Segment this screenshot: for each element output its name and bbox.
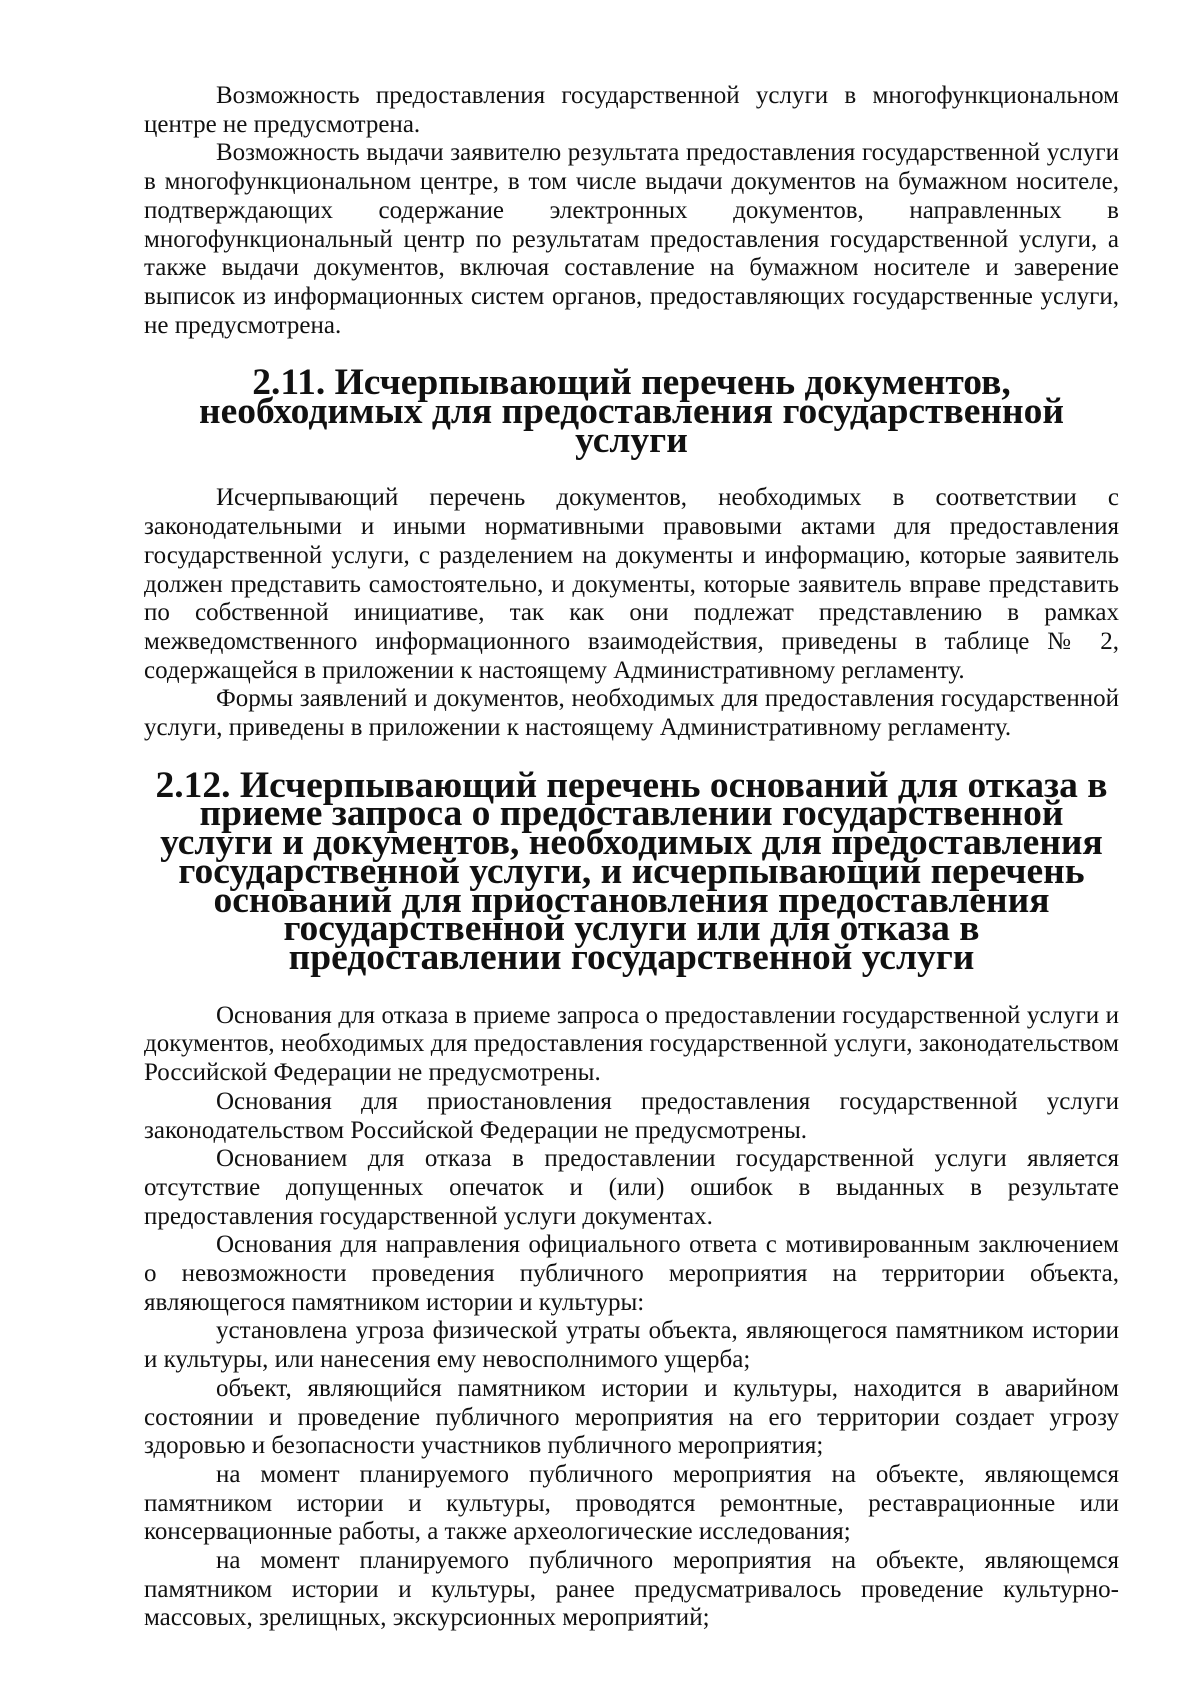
section-2-12-list-item-2: объект, являющийся памятником истории и культуры, находится в аварийном состоянии и проведение публичного мероприятия на его территории создает угрозу здоровью и безопасности участников публичного мероприятия; <box>144 1374 1119 1460</box>
section-2-11-paragraph-1: Исчерпывающий перечень документов, необходимых в соответствии с законодательными и иными нормативными правовыми актами для предоставления государственной услуги, с разделением на документы и информацию, которые заявитель должен представить самостоятельно, и документы, которые заявитель вправе представить по собственной инициативе, так как они подлежат представлению в рамках межведомственного информационного взаимодействия, приведены в таблице № 2, содержащейся в приложении к настоящему Административному регламенту. <box>144 484 1119 684</box>
section-2-12-list-item-3: на момент планируемого публичного мероприятия на объекте, являющемся памятником истории и культуры, проводятся ремонтные, реставрационные или консервационные работы, а также археологические исследования; <box>144 1460 1119 1546</box>
section-2-12-paragraph-3: Основанием для отказа в предоставлении государственной услуги является отсутствие допущенных опечаток и (или) ошибок в выданных в результате предоставления государственной услуги документах. <box>144 1145 1119 1230</box>
section-2-12-paragraph-4: Основания для направления официального ответа с мотивированным заключением о невозможности проведения публичного мероприятия на территории объекта, являющегося памятником истории и культуры: <box>144 1231 1119 1316</box>
section-2-12-paragraph-1: Основания для отказа в приеме запроса о предоставлении государственной услуги и документов, необходимых для предоставления государственной услуги, законодательством Российской Федерации не предусмотрены. <box>144 1001 1119 1087</box>
section-2-11-paragraph-2: Формы заявлений и документов, необходимых для предоставления государственной услуги, приведены в приложении к настоящему Административному регламенту. <box>144 685 1119 742</box>
intro-paragraph-2: Возможность выдачи заявителю результата предоставления государственной услуги в многофункциональном центре, в том числе выдачи документов на бумажном носителе, подтверждающих содержание электронных документов, направленных в многофункциональный центр по результатам предоставления государственной услуги, а также выдачи документов, включая составление на бумажном носителе и заверение выписок из информационных систем органов, предоставляющих государственные услуги, не предусмотрена. <box>144 139 1119 339</box>
intro-paragraph-1: Возможность предоставления государственной услуги в многофункциональном центре не предусмотрена. <box>144 82 1119 138</box>
section-2-12-heading: 2.12. Исчерпывающий перечень оснований для отказа в приеме запроса о предоставлении государственной услуги и документов, необходимых для предоставления государственной услуги, и исчерпывающий перечень оснований для приостановления предоставления государственной услуги или для отказа в предоставлении государственной услуги <box>155 764 1108 978</box>
section-2-11-heading: 2.11. Исчерпывающий перечень документов, необходимых для предоставления государственной услуги <box>199 362 1064 461</box>
document-page <box>144 82 1119 1633</box>
section-2-12-paragraph-2: Основания для приостановления предоставления государственной услуги законодательством Российской Федерации не предусмотрены. <box>144 1087 1119 1144</box>
section-2-12-list-item-1: установлена угроза физической утраты объекта, являющегося памятником истории и культуры, или нанесения ему невосполнимого ущерба; <box>144 1317 1119 1374</box>
section-2-12-list-item-4: на момент планируемого публичного мероприятия на объекте, являющемся памятником истории и культуры, ранее предусматривалось проведение культурно-массовых, зрелищных, экскурсионных мероприятий; <box>144 1547 1119 1632</box>
